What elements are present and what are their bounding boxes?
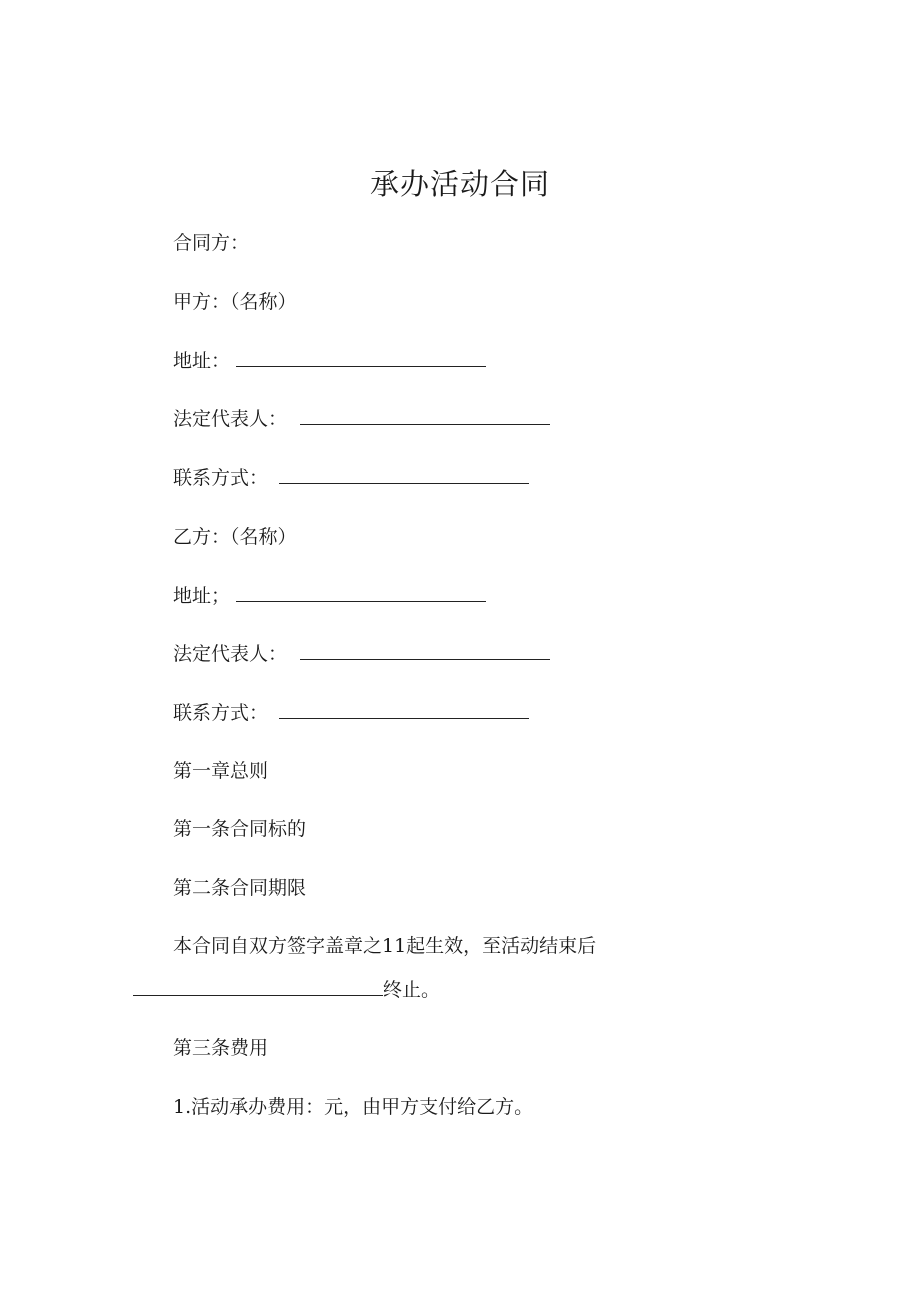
party-a-address-blank [236,350,486,367]
party-b-legal-rep-row [173,641,550,667]
party-a-address-label: 地址： [173,350,231,372]
party-b-address-row [173,583,486,609]
party-a-heading: 甲方：（名称） [173,291,297,313]
article-3-item-1: 1.活动承办费用：元，由甲方支付给乙方。 [173,1096,534,1118]
party-a-legal-rep-label: 法定代表人： [173,408,288,430]
article-3-heading: 第三条费用 [173,1037,269,1059]
party-a-legal-rep-blank [300,408,550,425]
party-b-address-label: 地址； [173,585,231,607]
article-1-heading: 第一条合同标的 [173,818,307,840]
document-title: 承办活动合同 [369,167,550,201]
parties-label: 合同方： [173,232,250,254]
party-b-contact-row [173,700,529,726]
article-2-continuation [133,977,440,1003]
party-b-legal-rep-blank [300,643,550,660]
party-a-contact-label: 联系方式： [173,467,269,489]
party-b-heading: 乙方：（名称） [173,526,297,548]
party-a-legal-rep-row [173,406,550,432]
party-a-contact-row [173,465,529,491]
article-2-end: 终止。 [383,979,441,1001]
article-2-heading: 第二条合同期限 [173,877,307,899]
party-b-address-blank [236,585,486,602]
party-a-address-row [173,348,486,374]
party-b-contact-blank [279,702,529,719]
party-b-contact-label: 联系方式： [173,702,269,724]
article-2-text: 本合同自双方签字盖章之11起生效，至活动结束后 [173,935,597,957]
party-a-contact-blank [279,467,529,484]
article-2-end-blank [133,979,383,996]
chapter-1-heading: 第一章总则 [173,760,269,782]
party-b-legal-rep-label: 法定代表人： [173,643,288,665]
